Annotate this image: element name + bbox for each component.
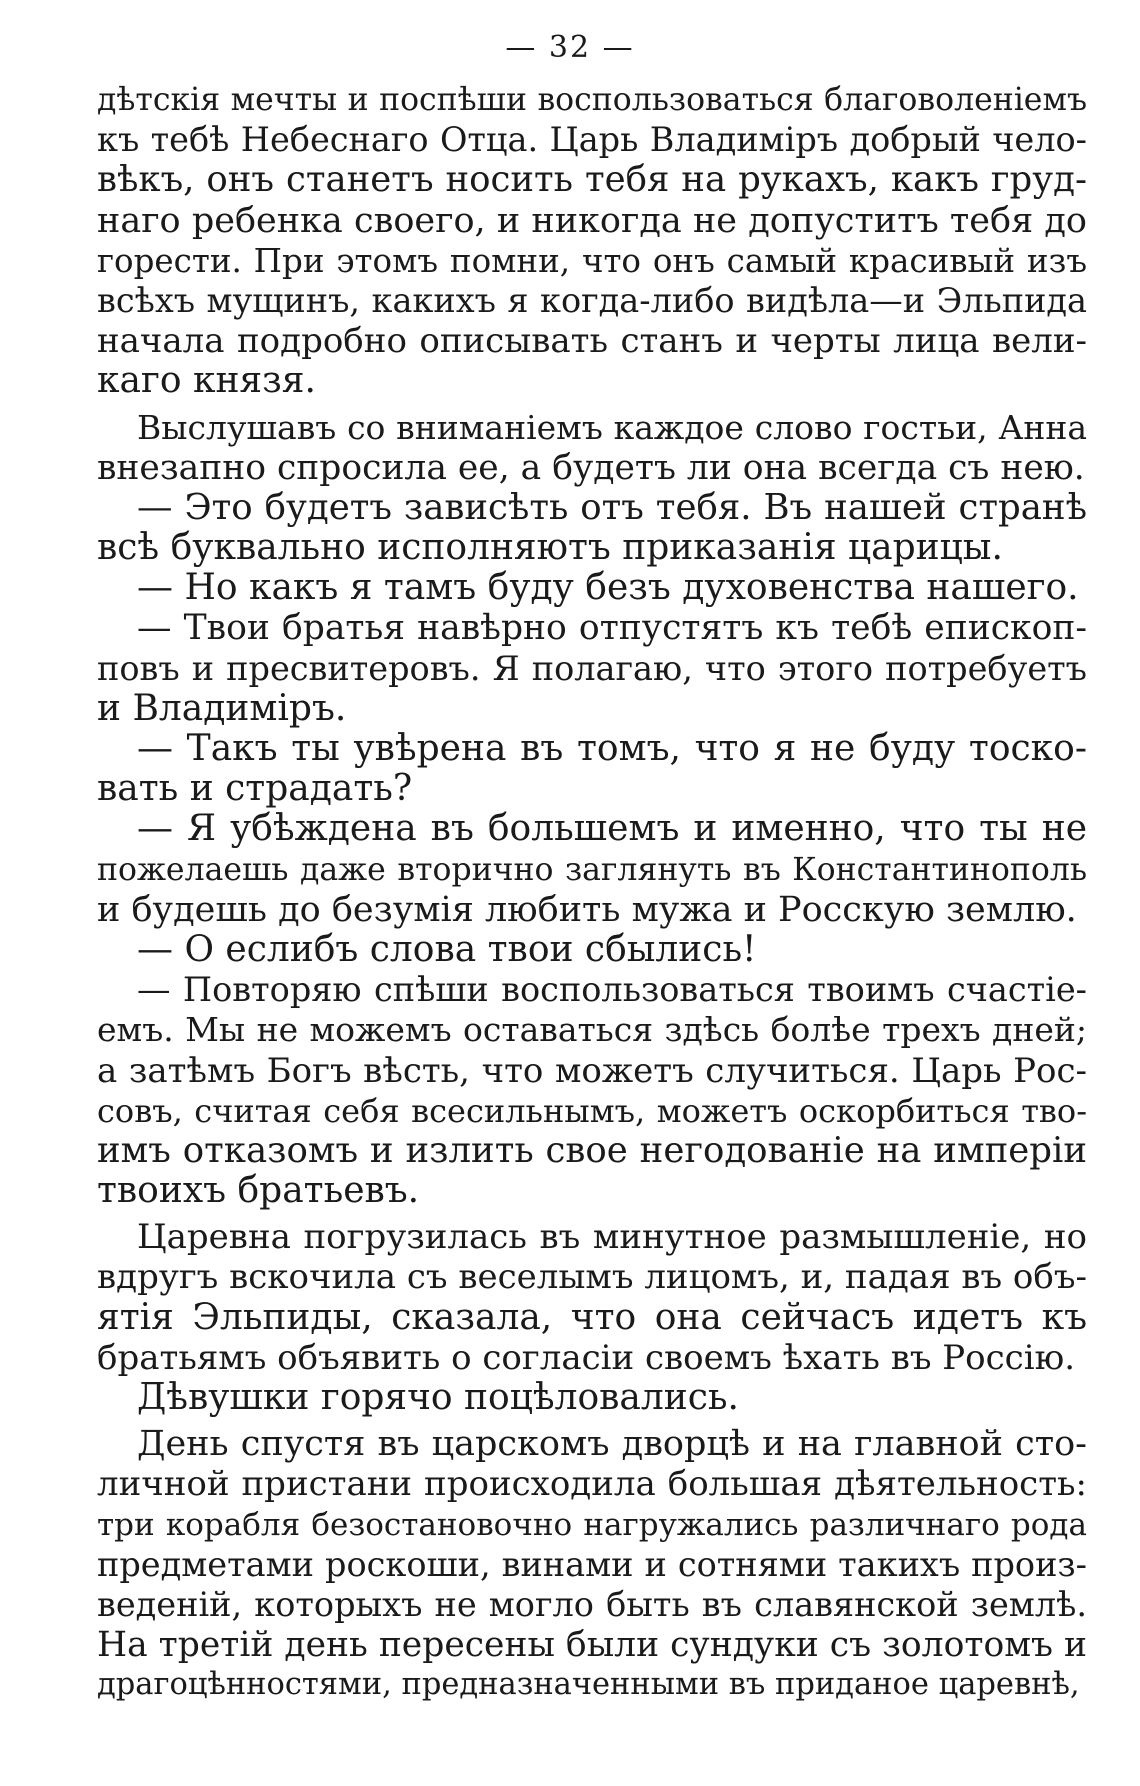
paragraph	[97, 930, 1087, 970]
paragraph	[97, 1378, 1087, 1418]
text-line: пожелаешь даже вторично заглянуть въ Константинополь	[97, 851, 1087, 888]
text-line: наго ребенка своего, и никогда не допуститъ тебя до	[97, 200, 1087, 241]
text-line: совъ, считая себя всесильнымъ, можетъ оскорбиться тво-	[97, 1091, 1087, 1130]
text-line: предметами роскоши, винами и сотнями такихъ произ-	[97, 1544, 1087, 1584]
text-line: Царевна погрузилась въ минутное размышленіе, но	[137, 1217, 1087, 1258]
text-line: — Я убѣждена въ большемъ и именно, что ты не	[137, 809, 1087, 850]
paragraph	[97, 608, 1087, 729]
text-line: драгоцѣнностями, предназначенными въ приданое царевнѣ,	[97, 1667, 1080, 1703]
body-text	[97, 80, 1087, 1706]
text-line: начала подробно описывать станъ и черты лица вели-	[97, 321, 1087, 362]
paragraph	[97, 729, 1087, 809]
text-line: братьямъ объявить о согласіи своемъ ѣхать въ Россію.	[97, 1337, 1075, 1378]
text-line: внезапно спросила ее, а будетъ ли она всегда съ нею.	[97, 447, 1085, 488]
text-line: Дѣвушки горячо поцѣловались.	[137, 1378, 739, 1418]
text-line: а затѣмъ Богъ вѣсть, что можетъ случиться. Царь Рос-	[97, 1050, 1087, 1091]
text-line: емъ. Мы не можемъ оставаться здѣсь болѣе трехъ дней;	[97, 1010, 1087, 1050]
paragraph	[97, 1217, 1087, 1378]
text-line: День спустя въ царскомъ дворцѣ и на главной сто-	[137, 1424, 1087, 1465]
text-line: Выслушавъ со вниманіемъ каждое слово гостьи, Анна	[137, 407, 1087, 447]
text-line: вать и страдать?	[97, 769, 413, 810]
paragraph	[97, 1424, 1087, 1705]
text-line: веденій, которыхъ не могло быть въ славянской землѣ.	[97, 1584, 1087, 1624]
text-line: къ тебѣ Небеснаго Отца. Царь Владиміръ добрый чело-	[97, 120, 1087, 160]
text-line: — Твои братья навѣрно отпустятъ къ тебѣ епископ-	[137, 608, 1087, 649]
text-line: ятія Эльпиды, сказала, что она сейчасъ идетъ къ	[97, 1297, 1087, 1338]
text-line: вдругъ вскочила съ веселымъ лицомъ, и, падая въ объ-	[97, 1257, 1087, 1298]
text-line: вѣкъ, онъ станетъ носить тебя на рукахъ, какъ груд-	[97, 160, 1087, 201]
text-line: дѣтскія мечты и поспѣши воспользоваться благоволеніемъ	[97, 82, 1087, 118]
paragraph	[97, 809, 1087, 930]
text-line: горести. При этомъ помни, что онъ самый красивый изъ	[97, 241, 1087, 280]
text-line: На третій день пересены были сундуки съ золотомъ и	[97, 1625, 1087, 1666]
text-line: — Это будетъ зависѣть отъ тебя. Въ нашей странѣ	[137, 487, 1087, 528]
page-number: — 32 —	[505, 30, 635, 65]
paragraph	[97, 970, 1087, 1211]
text-line: — Но какъ я тамъ буду безъ духовенства нашего.	[137, 568, 1079, 609]
text-line: личной пристани происходила большая дѣятельность:	[97, 1464, 1087, 1505]
text-line: и Владиміръ.	[97, 688, 347, 729]
text-line: всѣхъ мущинъ, какихъ я когда-либо видѣла—и Эльпида	[97, 280, 1087, 320]
text-line: три корабля безостановочно нагружались различнаго рода	[97, 1506, 1087, 1543]
text-line: каго князя.	[97, 361, 316, 402]
text-line: твоихъ братьевъ.	[97, 1171, 420, 1212]
paragraph	[97, 408, 1087, 488]
paragraph	[97, 488, 1087, 568]
text-line: — Повторяю спѣши воспользоваться твоимъ счастіе-	[137, 970, 1087, 1010]
paragraph	[97, 80, 1087, 402]
text-line: всѣ буквально исполняютъ приказанія царицы.	[97, 528, 1003, 569]
text-line: имъ отказомъ и излить свое негодованіе на имперіи	[97, 1130, 1087, 1171]
text-line: и будешь до безумія любить мужа и Росскую землю.	[97, 889, 1077, 930]
text-line: — О еслибъ слова твои сбылись!	[137, 929, 757, 970]
text-line: повъ и пресвитеровъ. Я полагаю, что этого потребуетъ	[97, 648, 1087, 688]
paragraph	[97, 568, 1087, 608]
text-line: — Такъ ты увѣрена въ томъ, что я не буду тоско-	[137, 729, 1087, 769]
